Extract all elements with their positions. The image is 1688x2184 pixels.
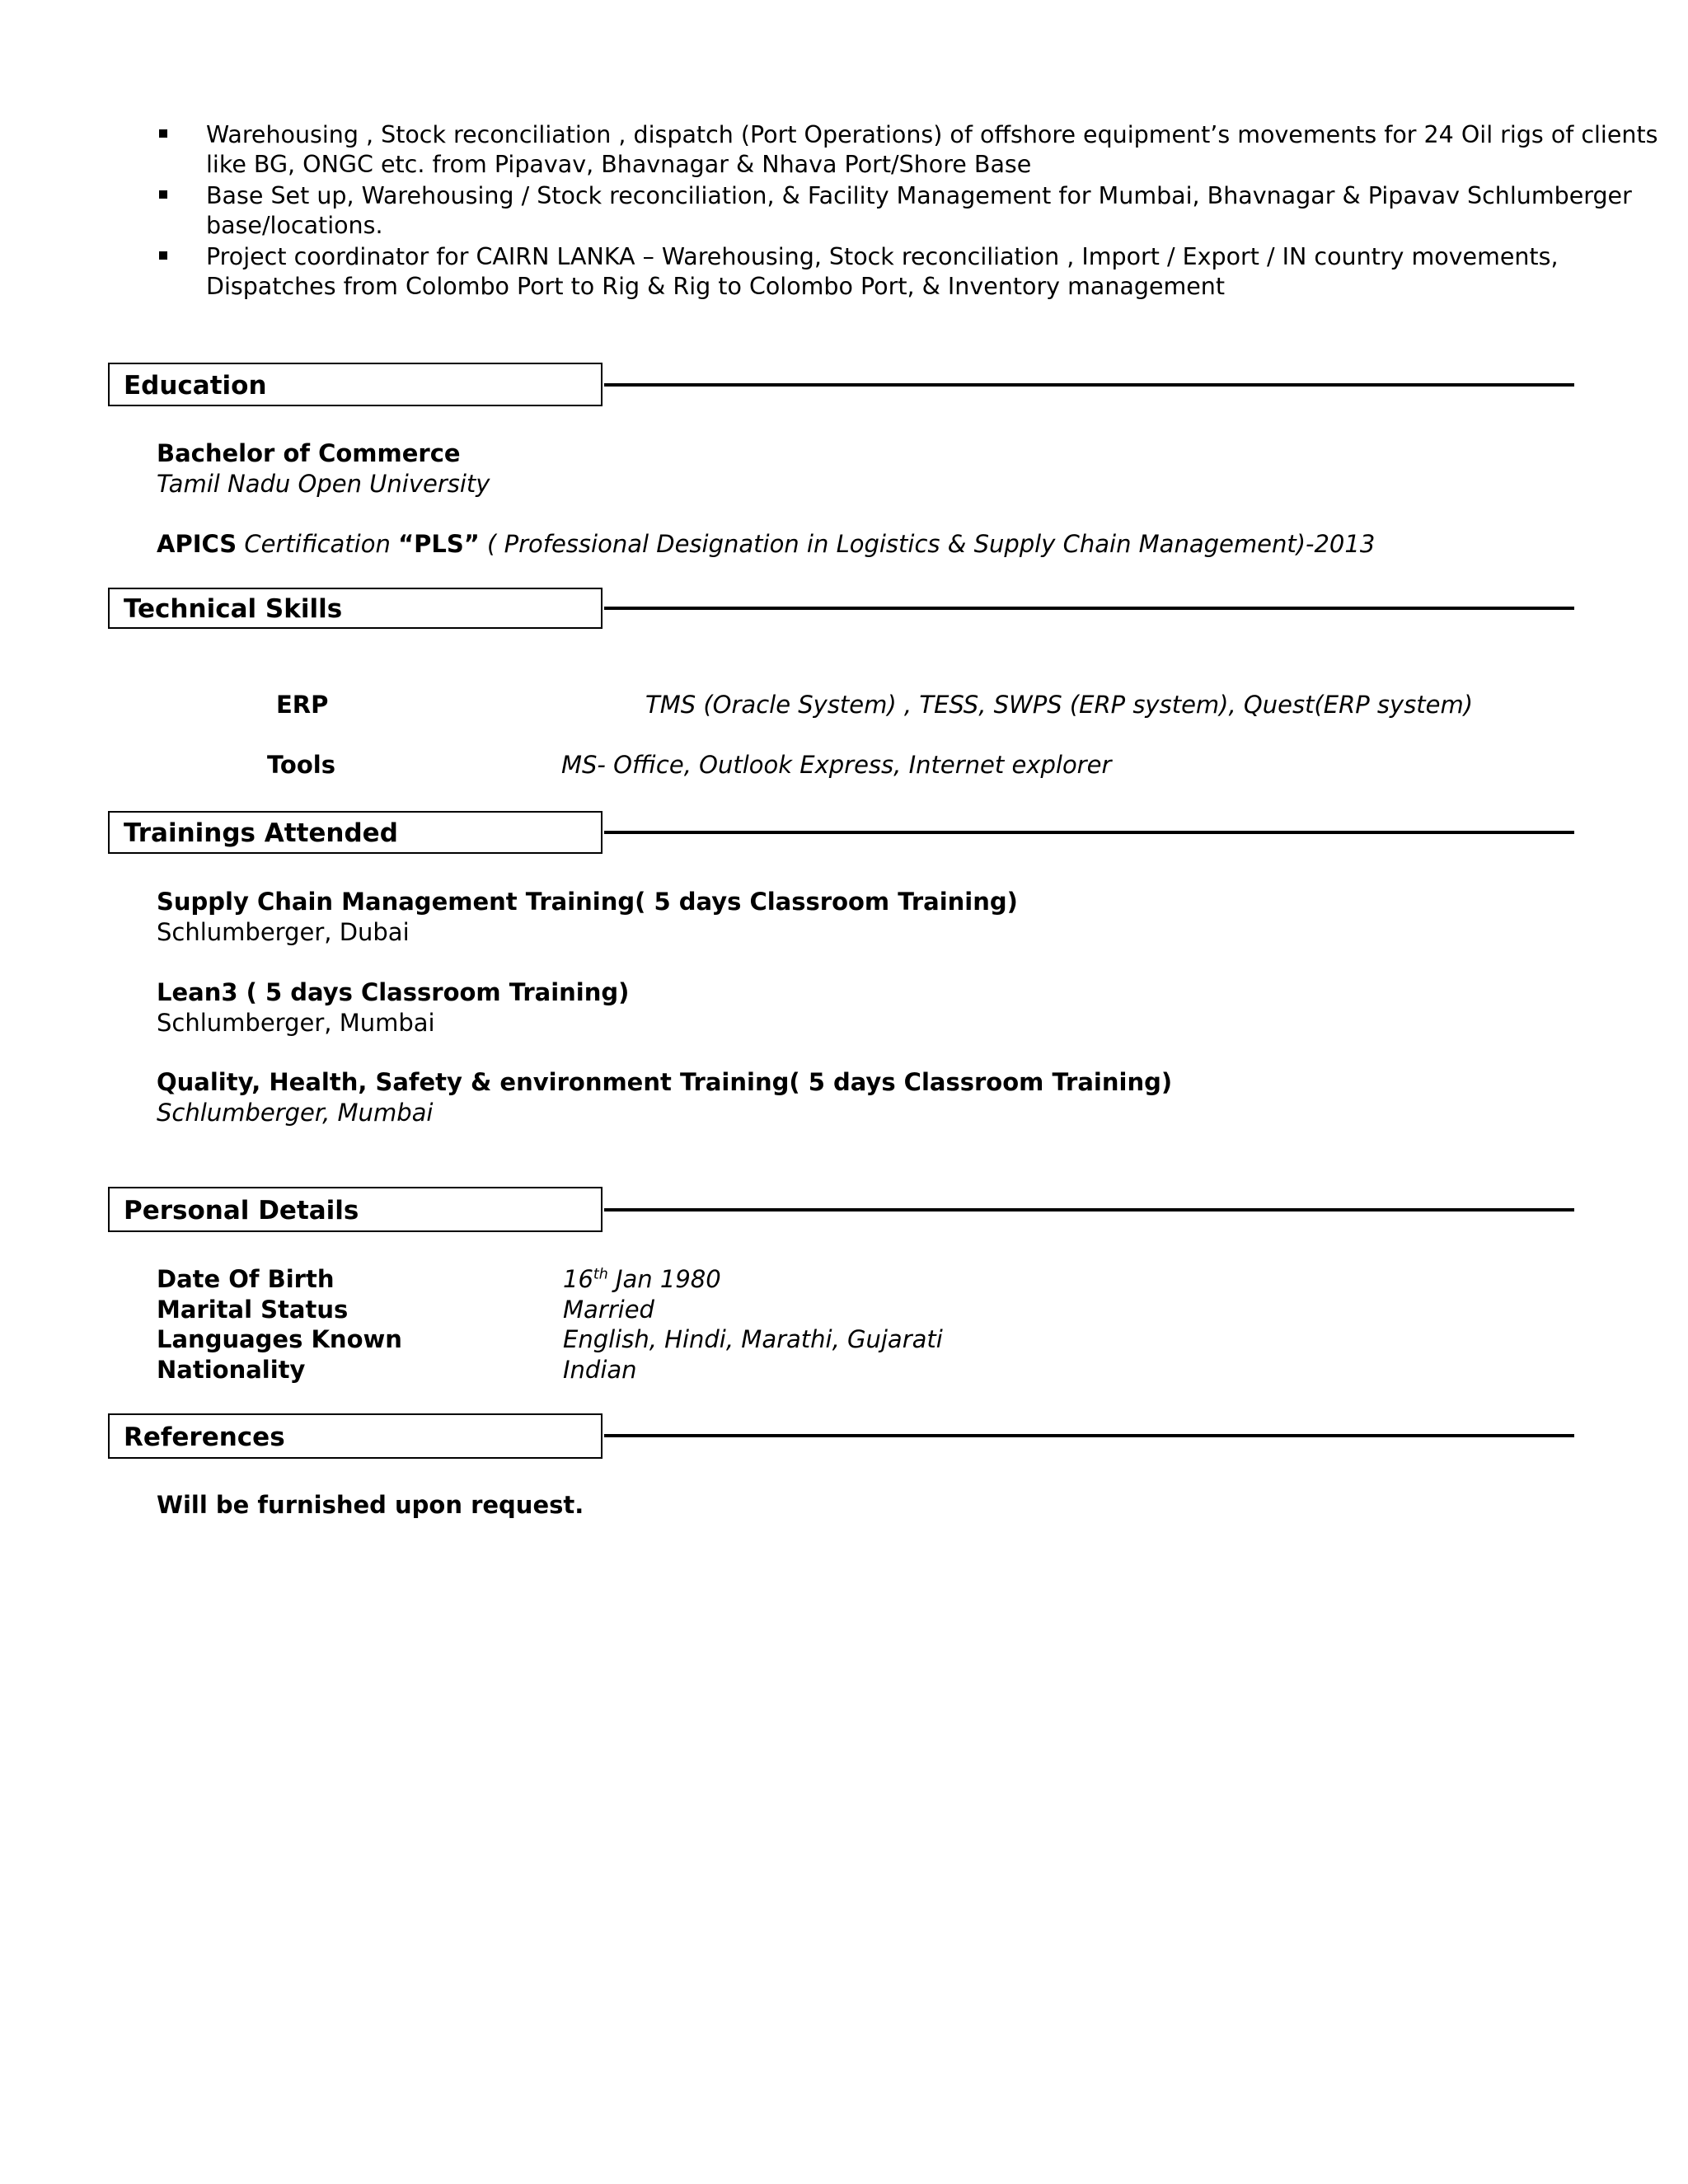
certification-line <box>157 529 1375 559</box>
degree-name: Bachelor of Commerce <box>157 439 461 467</box>
section-title: Technical Skills <box>124 594 343 624</box>
training-place: Schlumberger, Dubai <box>157 918 410 946</box>
marital-label: Marital Status <box>157 1296 349 1324</box>
training-name: Lean3 ( 5 days Classroom Training) <box>157 978 630 1006</box>
dob-suffix: th <box>593 1266 608 1283</box>
training-name: Quality, Health, Safety & environment Training( 5 days Classroom Training) <box>157 1068 1173 1096</box>
bullet-text-line: base/locations. <box>206 212 383 239</box>
certification-detail: ( Professional Designation in Logistics & Supply Chain Management)-2013 <box>479 530 1376 558</box>
university-name: Tamil Nadu Open University <box>157 470 490 498</box>
section-title: Education <box>124 371 267 401</box>
nationality-label: Nationality <box>157 1356 306 1384</box>
section-header-box <box>108 811 603 854</box>
languages-value: English, Hindi, Marathi, Gujarati <box>563 1325 943 1353</box>
bullet-text-line: like BG, ONGC etc. from Pipavav, Bhavnagar & Nhava Port/Shore Base <box>206 151 1032 178</box>
section-title: Personal Details <box>124 1196 359 1226</box>
training-place: Schlumberger, Mumbai <box>157 1099 434 1127</box>
skill-label-tools: Tools <box>267 751 335 779</box>
certification-body: APICS <box>157 530 237 558</box>
dob-day: 16 <box>563 1265 593 1293</box>
skill-label-erp: ERP <box>276 691 329 719</box>
section-header-box <box>108 1187 603 1232</box>
section-divider <box>604 1434 1574 1437</box>
dob-month-year: Jan 1980 <box>607 1265 721 1293</box>
section-divider <box>604 607 1574 610</box>
section-title: References <box>124 1422 285 1452</box>
skill-value-tools: MS- Office, Outlook Express, Internet explorer <box>561 751 1112 779</box>
section-title: Trainings Attended <box>124 818 398 848</box>
certification-label: Certification <box>237 530 399 558</box>
section-header-box <box>108 363 603 406</box>
bullet-text-line: Base Set up, Warehousing / Stock reconciliation, & Facility Management for Mumbai, Bhavnagar & Pipavav Schlumberger <box>206 182 1632 209</box>
bullet-icon <box>159 129 167 138</box>
section-header-box <box>108 1413 603 1459</box>
bullet-text-line: Warehousing , Stock reconciliation , dispatch (Port Operations) of offshore equipment’s movements for 24 Oil rigs of clients <box>206 121 1658 148</box>
nationality-value: Indian <box>563 1356 637 1384</box>
certification-code: “PLS” <box>398 530 480 558</box>
section-divider <box>604 1208 1574 1212</box>
section-header-box <box>108 588 603 629</box>
skill-value-erp: TMS (Oracle System) , TESS, SWPS (ERP system), Quest(ERP system) <box>645 691 1474 719</box>
section-divider <box>604 831 1574 834</box>
dob-value <box>563 1264 721 1294</box>
training-place: Schlumberger, Mumbai <box>157 1009 435 1037</box>
bullet-text-line: Project coordinator for CAIRN LANKA – Warehousing, Stock reconciliation , Import / Export / IN country movements, <box>206 243 1559 270</box>
bullet-icon <box>159 251 167 260</box>
training-name: Supply Chain Management Training( 5 days Classroom Training) <box>157 888 1018 916</box>
section-divider <box>604 383 1574 387</box>
dob-label: Date Of Birth <box>157 1265 335 1293</box>
bullet-text-line: Dispatches from Colombo Port to Rig & Rig to Colombo Port, & Inventory management <box>206 273 1226 300</box>
languages-label: Languages Known <box>157 1325 402 1353</box>
marital-value: Married <box>563 1296 654 1324</box>
bullet-icon <box>159 190 167 199</box>
references-text: Will be furnished upon request. <box>157 1491 584 1519</box>
